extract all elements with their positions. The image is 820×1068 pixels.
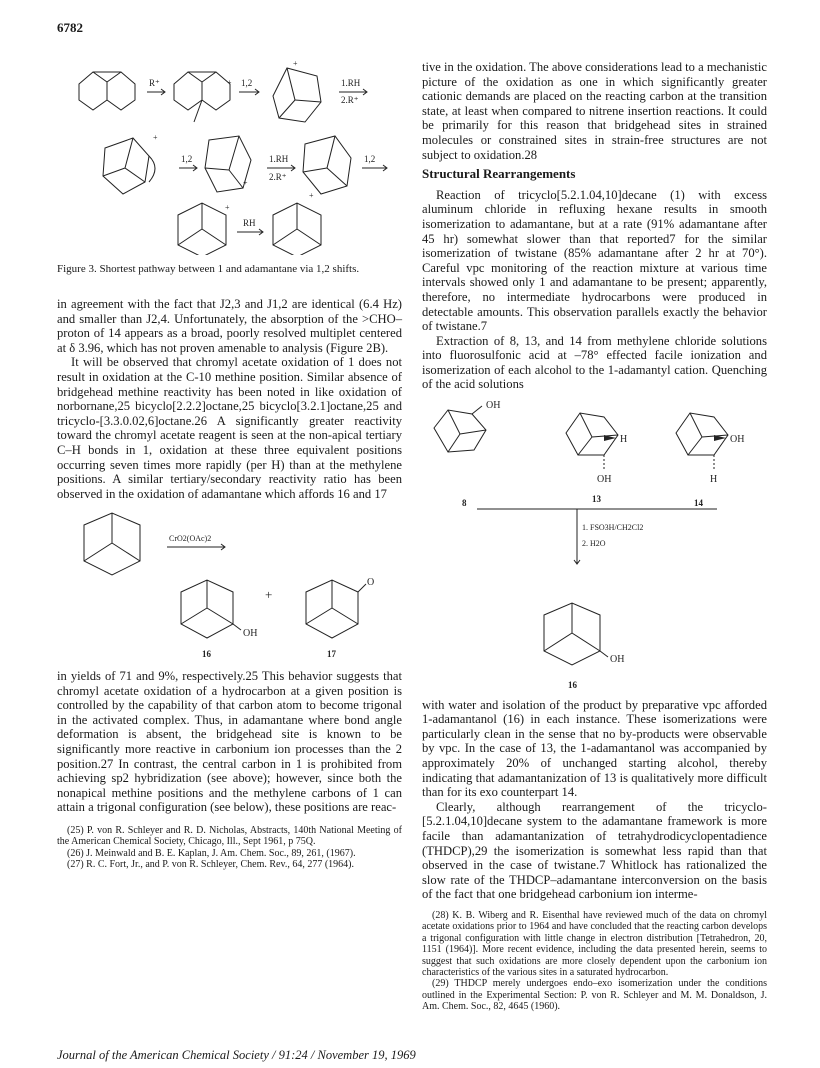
oh-label-13: OH [597, 474, 612, 486]
section-heading: Structural Rearrangements [422, 166, 576, 182]
right-column [422, 60, 767, 1013]
oh-label-8: OH [486, 400, 501, 412]
cation-a [174, 72, 230, 122]
footnote-26: (26) J. Meinwald and B. E. Kaplan, J. Am. Chem. Soc., 89, 261, (1967). [67, 847, 356, 859]
adamantanol-product [544, 603, 608, 665]
svg-text:+: + [227, 78, 232, 87]
molecule-1 [79, 72, 135, 110]
left-paragraph-2: It will be observed that chromyl acetate oxidation of 1 does not result in oxidation at the C-10 methine position. Similar absence of bridgehead methine reactivity has been noted in like oxidation of norbornane,25 bicyclo[2.2.2]octane,25 bicyclo[3.2.1]octane,25 and tricyclo-[3.3.0.02,6]octane.26 A significantly greater reactivity toward the chromyl acetate reagent is seen at the non-apical tertiary C–H bonds in 1, oxidation at these three equivalent positions occurring seven times more rapidly (per H) than at the methylene positions. A similar tertiary/secondary reactivity ratio has been observed in the oxidation of adamantane which affords 16 and 17 [57, 355, 402, 501]
reagent-step-1: 1. FSO3H/CH2Cl2 [582, 523, 644, 533]
footnote-29: (29) THDCP merely undergoes endo–exo isomerization under the conditions outlined in the Experimental Section: P. von R. Schleyer and M. M. Donaldson, J. Am. Chem. Soc., 82, 4645 (1960). [422, 978, 767, 1013]
footnote-25: (25) P. von R. Schleyer and R. D. Nicholas, Abstracts, 140th National Meeting of the American Chemical Society, Chicago, Ill., Sept 1961, p 75Q. [57, 824, 402, 848]
rh-label-3: RH [243, 218, 256, 228]
right-paragraph-4: with water and isolation of the product by preparative vpc afforded 1-adamantanol (16) in each instance. These isomerizations were particularly clean in the sense that no by-products were observable by vpc. In the case of 13, the 1-adamantanol was accompanied by approximately 20% of unchanged starting alcohol, thereby indicating that adamantanization of 13 is qualitatively more difficult than for its exo counterpart 14. [422, 697, 767, 800]
r-plus-label: R⁺ [149, 78, 160, 88]
rearrangement-scheme [422, 394, 767, 694]
oh-label-14: OH [730, 434, 745, 446]
journal-footer: Journal of the American Chemical Society / 91:24 / November 19, 1969 [57, 1048, 416, 1062]
svg-text:+: + [243, 178, 248, 187]
footnote-28: (28) K. B. Wiberg and R. Eisenthal have reviewed much of the data on chromyl acetate oxidations prior to 1964 and have concluded that the reacting carbon develops a trigonal configuration with little change in electron distribution [Tetrahedron, 20, 1151 (1964)]. More recent evidence, including the data presented herein, seems to suggest that such oxidations are more closely dependent upon the carbonium ion characteristics of the various sites in a saturated hydrocarbon. [422, 909, 767, 978]
shift-label-3: 1,2 [364, 154, 376, 164]
right-paragraph-1: tive in the oxidation. The above considerations lead to a mechanistic picture of the oxidation as one in which significantly greater cationic demands are placed on the reacting carbon at the transition state, at least when compared to nitrene insertion reactions. It could be primarily for this reason that bridgehead sites in strained molecules or constrained sites in strain-free structures are not subject to oxidation.28 [422, 60, 767, 162]
r-plus-label-3: 2.R⁺ [269, 172, 287, 182]
h-label-13: H [620, 434, 628, 446]
adamantane-reactant [84, 513, 140, 575]
oxidant-label: CrO2(OAc)2 [169, 534, 212, 544]
svg-text:+: + [293, 60, 298, 68]
r-plus-label-2: 2.R⁺ [341, 95, 359, 105]
shift-label-1: 1,2 [241, 78, 253, 88]
right-footnotes [422, 910, 767, 1013]
right-paragraph-5: Clearly, although rearrangement of the tricyclo-[5.2.1.04,10]decane system to the adamantane framework is more facile than adamantanization of tetrahydrodicyclopentadience (THDCP),29 the isomerization is somewhat less rapid than that observed in the case of twistane.7 Whitlock has rationalized the slow rate of the THDCP–adamantane interconversion on the basis of the fact that one bridgehead carbonium ion interme- [422, 799, 767, 902]
rh-label-1: 1.RH [341, 78, 361, 88]
compound-14-label: 14 [694, 498, 703, 509]
oh-label-16: OH [610, 654, 625, 666]
adamantanol-16 [181, 580, 241, 638]
svg-text:+: + [309, 191, 314, 200]
cation-b [273, 68, 321, 122]
footnote-27: (27) R. C. Fort, Jr., and P. von R. Schleyer, Chem. Rev., 64, 277 (1964). [67, 859, 354, 871]
left-paragraph-1: in agreement with the fact that J2,3 and J1,2 are identical (6.4 Hz) and smaller than J2,4. Unfortunately, the absorption of the >CHO– proton of 14 appears as a broad, poorly resolved multiplet centered at δ 3.96, which has not proven amenable to analysis (Figure 2B). [57, 297, 402, 355]
figure-3-scheme [57, 60, 402, 255]
adamantyl-cation [178, 203, 226, 255]
left-paragraph-3: in yields of 71 and 9%, respectively.25 This behavior suggests that chromyl acetate oxidation of a hydrocarbon at a given position is controlled by the capability of that carbon atom to become trigonal in the activated complex. Thus, in adamantane where bond angle deformation is absent, the bridgehead site is known to be significantly more reactive in carbonium ion processes than the 2 position.27 In contrast, the central carbon in 1 is prohibited from achieving sp2 hybridization (see above); however, since both the nonapical methine positions and the methylene carbons of 1 can attain a trigonal configuration (see below), these positions are reac- [57, 669, 402, 815]
compound-13-label: 13 [592, 494, 601, 505]
oxidation-scheme [57, 509, 402, 659]
svg-text:+: + [153, 133, 158, 142]
oh-label: OH [243, 628, 258, 640]
left-footnotes [57, 825, 402, 871]
compound-16-label: 16 [202, 649, 211, 660]
o-label: O [367, 577, 375, 589]
reagent-step-2: 2. H2O [582, 539, 606, 549]
adamantane [273, 203, 321, 255]
adamantanone-17 [306, 580, 366, 638]
alcohol-8 [434, 406, 486, 452]
rh-label-2: 1.RH [269, 154, 289, 164]
cation-c [103, 138, 155, 194]
cation-e [303, 136, 351, 194]
figure-3-caption: Figure 3. Shortest pathway between 1 and adamantane via 1,2 shifts. [57, 262, 360, 275]
compound-16-product-label: 16 [568, 680, 577, 691]
right-paragraph-2: Reaction of tricyclo[5.2.1.04,10]decane (1) with excess aluminum chloride in refluxing hexane results in smooth isomerization to adamantane, but at a rate (91% adamantane after 45 hr) somewhat slower than that reported7 for the similar isomerization of twistane (85% adamantane after 2 hr at 70°). Careful vpc monitoring of the reaction mixture at various time intervals showed only 1 and adamantane to be present; apparently, therefore, no intermediate hydrocarbons were produced in detectable amounts. This observation parallels exactly the behavior of twistane.7 [422, 187, 767, 334]
compound-8-label: 8 [462, 498, 467, 509]
compound-17-label: 17 [327, 649, 336, 660]
plus-sign: + [265, 587, 273, 603]
svg-text:+: + [225, 203, 230, 212]
alcohol-14 [676, 413, 728, 469]
alcohol-13 [566, 413, 618, 469]
page-number: 6782 [57, 20, 83, 35]
left-column [57, 60, 402, 871]
shift-label-2: 1,2 [181, 154, 193, 164]
h-label-14: H [710, 474, 718, 486]
right-paragraph-3: Extraction of 8, 13, and 14 from methylene chloride solutions into fluorosulfonic acid at –78° effected facile ionization and isomerization of each alcohol to the 1-adamantyl cation. Quenching of the acid solutions [422, 333, 767, 392]
